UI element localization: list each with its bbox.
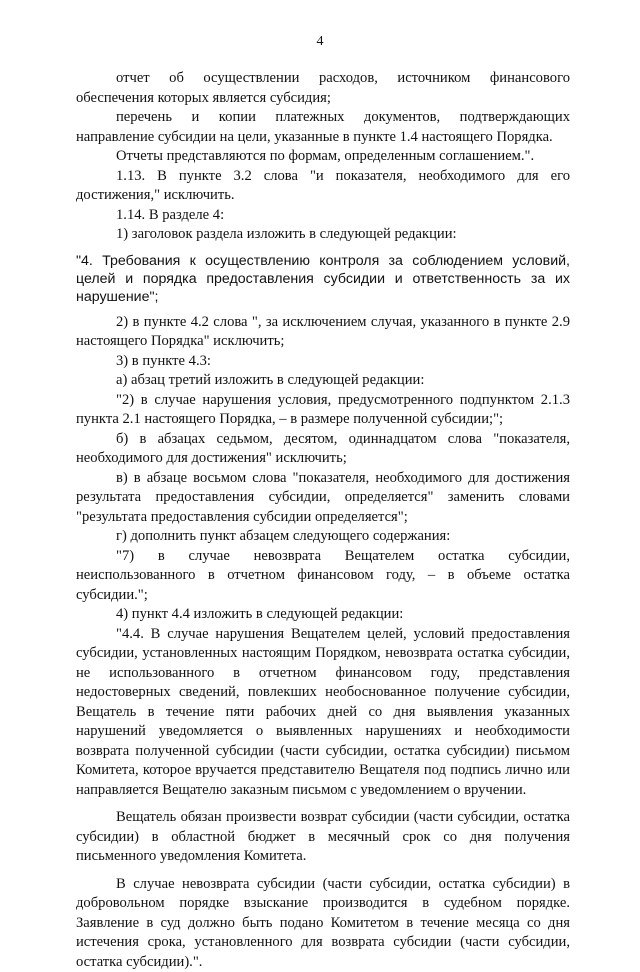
page-number: 4	[0, 34, 640, 50]
paragraph: 1.14. В разделе 4:	[76, 206, 570, 226]
paragraph: 2) в пункте 4.2 слова ", за исключением случая, указанного в пункте 2.9 настоящего Порядка" исключить;	[76, 313, 570, 352]
paragraph: Вещатель обязан произвести возврат субсидии (части субсидии, остатка субсидии) в областной бюджет в месячный срок со дня получения письменного уведомления Комитета.	[76, 808, 570, 867]
paragraph: "7) в случае невозврата Вещателем остатка субсидии, неиспользованного в отчетном финансовом году, – в объеме остатка субсидии.";	[76, 547, 570, 606]
paragraph: в) в абзаце восьмом слова "показателя, необходимого для достижения результата предоставления субсидии, определяется" заменить словами "результата предоставления субсидии определяется";	[76, 469, 570, 528]
paragraph: 1.13. В пункте 3.2 слова "и показателя, необходимого для его достижения," исключить.	[76, 167, 570, 206]
paragraph: г) дополнить пункт абзацем следующего содержания:	[76, 527, 570, 547]
paragraph: В случае невозврата субсидии (части субсидии, остатка субсидии) в добровольном порядке взыскание производится в судебном порядке. Заявление в суд должно быть подано Комитетом в течение месяца со дня истечения срока, установленного для возврата субсидии (части субсидии, остатка субсидии).".	[76, 875, 570, 972]
paragraph: а) абзац третий изложить в следующей редакции:	[76, 371, 570, 391]
section-title-quote: "4. Требования к осуществлению контроля за соблюдением условий, целей и порядка предоставления субсидии и ответственность за их нарушение";	[76, 252, 570, 306]
paragraph: 3) в пункте 4.3:	[76, 352, 570, 372]
paragraph: б) в абзацах седьмом, десятом, одиннадцатом слова "показателя, необходимого для достижения" исключить;	[76, 430, 570, 469]
paragraph: "4.4. В случае нарушения Вещателем целей, условий предоставления субсидии, установленных настоящим Порядком, невозврата остатка субсидии, не использованного в отчетном финансовом году, представления недостоверных сведений, повлекших необоснованное получение субсидии, Вещатель в течение пяти рабочих дней со дня выявления указанных нарушений уведомляется о выявленных нарушениях и необходимости возврата полученной субсидии (части субсидии, остатка субсидии) письмом Комитета, которое вручается представителю Вещателя под подпись лично или направляется Вещателю заказным письмом с уведомлением о вручении.	[76, 625, 570, 801]
paragraph: 4) пункт 4.4 изложить в следующей редакции:	[76, 605, 570, 625]
paragraph: Отчеты представляются по формам, определенным соглашением.".	[76, 147, 570, 167]
document-body	[76, 69, 570, 972]
paragraph: отчет об осуществлении расходов, источником финансового обеспечения которых является субсидия;	[76, 69, 570, 108]
paragraph: перечень и копии платежных документов, подтверждающих направление субсидии на цели, указанные в пункте 1.4 настоящего Порядка.	[76, 108, 570, 147]
paragraph: "2) в случае нарушения условия, предусмотренного подпунктом 2.1.3 пункта 2.1 настоящего Порядка, – в размере полученной субсидии;";	[76, 391, 570, 430]
paragraph: 1) заголовок раздела изложить в следующей редакции:	[76, 225, 570, 245]
